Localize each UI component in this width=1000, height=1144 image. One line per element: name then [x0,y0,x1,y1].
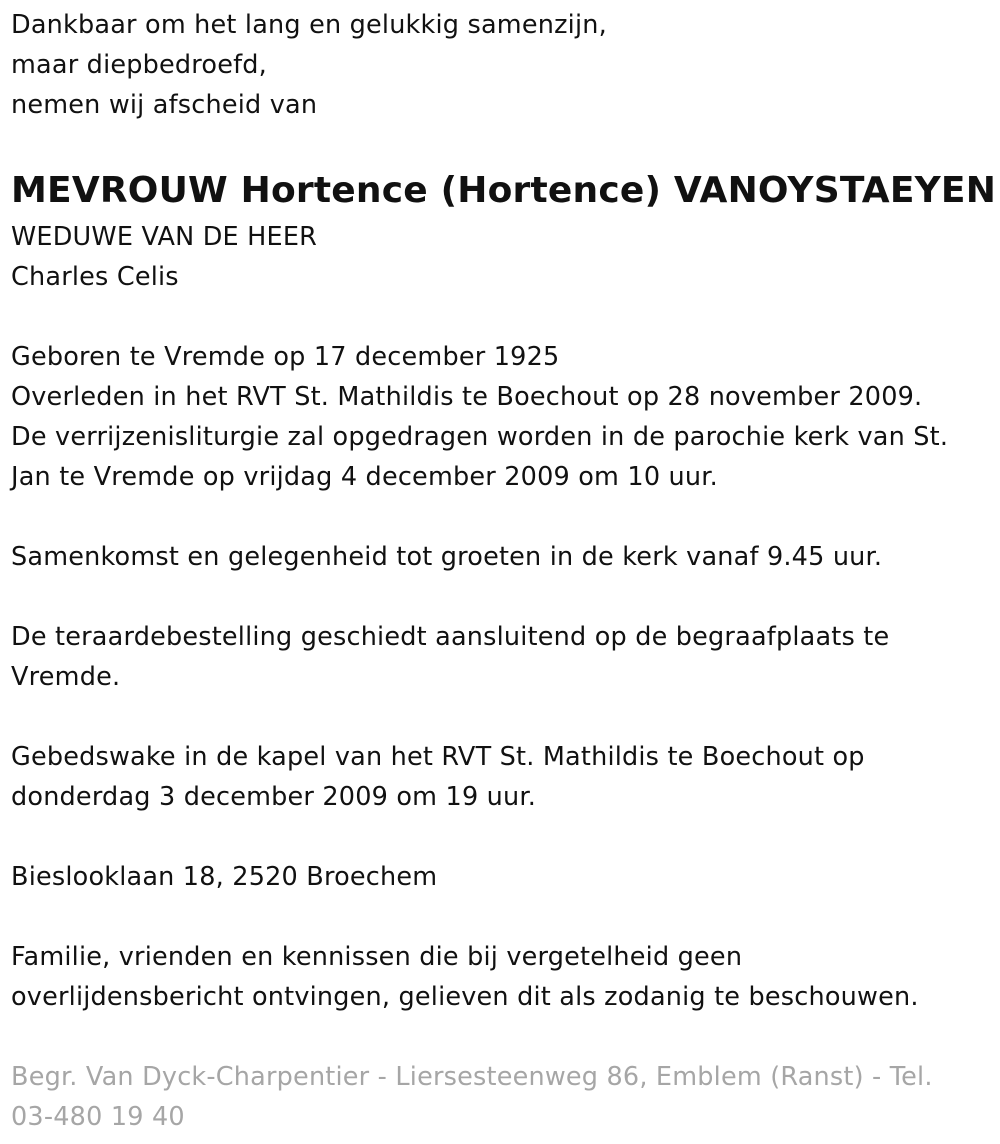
life-details [11,337,980,497]
spacer [11,497,980,537]
intro-line: Dankbaar om het lang en gelukkig samenzijn, [11,10,607,40]
gathering-text [11,537,980,577]
death-line: Overleden in het RVT St. Mathildis te Boechout op 28 november 2009. [11,382,923,412]
burial-text [11,617,980,697]
burial-line: Vremde. [11,662,121,692]
spacer [11,817,980,857]
vigil-line: Gebedswake in de kapel van het RVT St. Mathildis te Boechout op [11,742,865,772]
vigil-line: donderdag 3 december 2009 om 19 uur. [11,782,537,812]
footer-line: Begr. Van Dyck-Charpentier - Liersesteenweg 86, Emblem (Ranst) - Tel. [11,1062,933,1092]
footer-line: 03-480 19 40 [11,1102,185,1132]
notice-text [11,937,980,1017]
burial-line: De teraardebestelling geschiedt aansluitend op de begraafplaats te [11,622,890,652]
intro-line: maar diepbedroefd, [11,50,267,80]
intro-text [11,0,980,125]
deceased-name: MEVROUW Hortence (Hortence) VANOYSTAEYEN [11,170,997,211]
notice-line: Familie, vrienden en kennissen die bij vergetelheid geen [11,942,743,972]
relation-text [11,217,980,297]
service-line: Jan te Vremde op vrijdag 4 december 2009 om 10 uur. [11,462,718,492]
intro-line: nemen wij afscheid van [11,90,318,120]
vigil-text [11,737,980,817]
birth-line: Geboren te Vremde op 17 december 1925 [11,342,560,372]
relation-line: Charles Celis [11,262,179,292]
relation-line: WEDUWE VAN DE HEER [11,222,318,252]
notice-line: overlijdensbericht ontvingen, gelieven dit als zodanig te beschouwen. [11,982,919,1012]
spacer [11,697,980,737]
spacer [11,897,980,937]
spacer [11,297,980,337]
address-line: Bieslooklaan 18, 2520 Broechem [11,862,438,892]
funeral-home-footer [11,1057,980,1137]
address-text [11,857,980,897]
spacer [11,1017,980,1057]
gathering-line: Samenkomst en gelegenheid tot groeten in de kerk vanaf 9.45 uur. [11,542,883,572]
service-line: De verrijzenisliturgie zal opgedragen worden in de parochie kerk van St. [11,422,949,452]
spacer [11,577,980,617]
